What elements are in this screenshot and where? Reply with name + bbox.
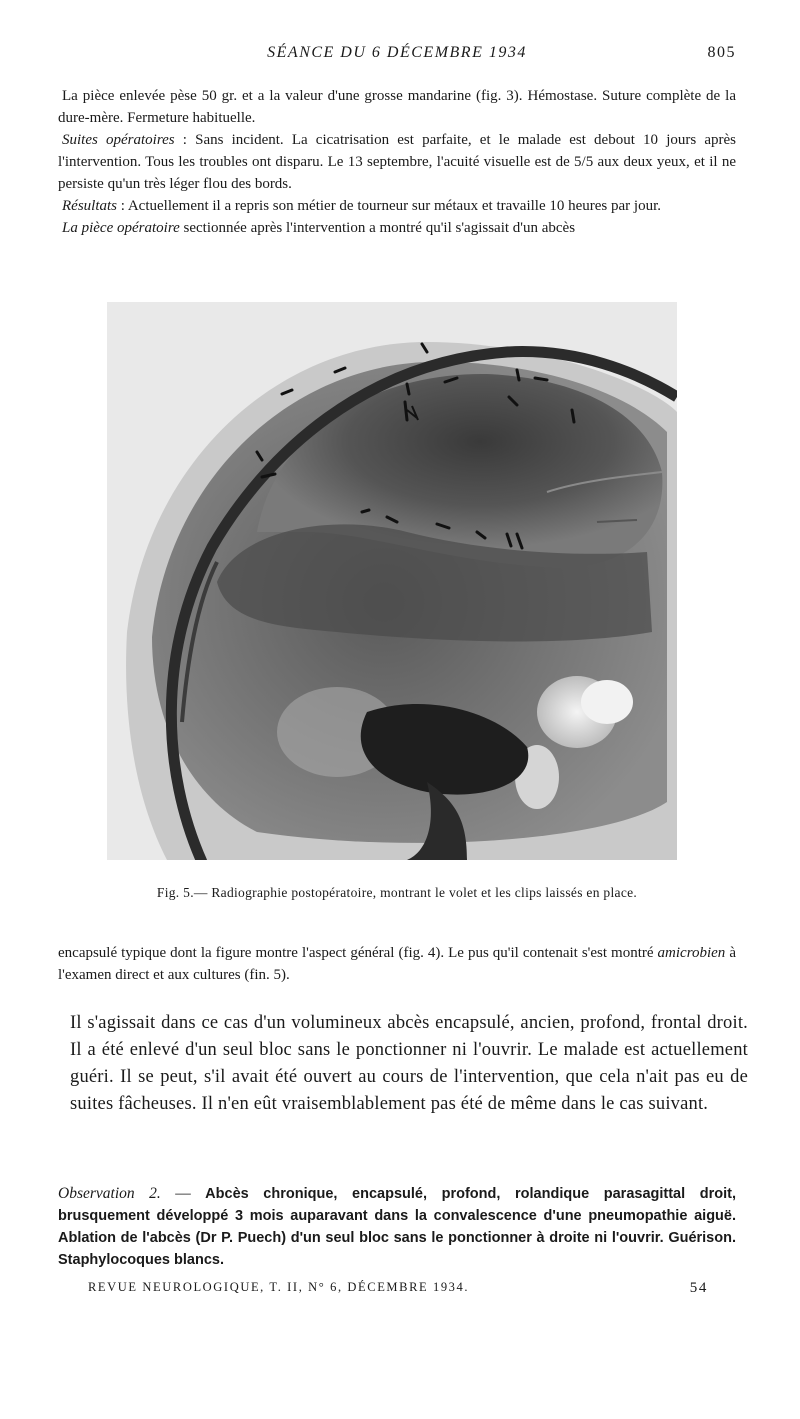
observation-paragraph [58, 1183, 736, 1271]
resultats-text: : Actuellement il a repris son métier de tourneur sur métaux et travaille 10 heures par jour. [117, 198, 661, 214]
intro-paragraphs [58, 85, 736, 239]
continuation-text-a: encapsulé typique dont la figure montre l'aspect général (fig. 4). Le pus qu'il contenait s'est montré [58, 945, 658, 961]
observation-label: Observation 2. [58, 1185, 161, 1202]
suites-label: Suites opératoires [62, 132, 175, 148]
observation-dash: — [160, 1185, 206, 1202]
summary-paragraph [70, 1010, 748, 1118]
page-footer [88, 1280, 708, 1295]
footer-journal: REVUE NEUROLOGIQUE, T. II, N° 6, DÉCEMBRE 1934. [88, 1280, 470, 1294]
summary-text: Il s'agissait dans ce cas d'un volumineux abcès encapsulé, ancien, profond, frontal droit. Il a été enlevé d'un seul bloc sans le ponctionner ni l'ouvrir. Le malade est actuellement guéri. Il se peut, s'il avait été ouvert au cours de l'intervention, que cela n'ait pas eu de suites fâcheuses. Il n'en eût vraisemblablement pas été de même dans le cas suivant. [70, 1013, 748, 1114]
caption-label: Fig. 5.— [156, 885, 212, 900]
continuation-text-b: à l'examen direct et aux cultures (fin. 5). [58, 945, 736, 983]
page-number: 805 [707, 44, 736, 61]
piece-text: sectionnée après l'intervention a montré qu'il s'agissait d'un abcès [179, 220, 576, 236]
suites-text: : Sans incident. La cicatrisation est parfaite, et le malade est debout 10 jours après l'intervention. Tous les troubles ont disparu. Le 13 septembre, l'acuité visuelle est de 5/5 aux deux yeux, et il ne persiste qu'un très léger flou des bords. [58, 132, 737, 192]
piece-label: La pièce opératoire [62, 220, 180, 236]
figure-caption [58, 885, 736, 901]
intro-line1: La pièce enlevée pèse 50 gr. et a la valeur d'une grosse mandarine (fig. 3). Hémostase. Suture complète de la dure-mère. Fermeture habituelle. [58, 88, 736, 126]
running-header [58, 44, 736, 68]
observation-text: Abcès chronique, encapsulé, profond, rolandique parasagittal droit, brusquement développé 3 mois auparavant dans la convalescence d'une pneumopathie aiguë. Ablation de l'abcès (Dr P. Puech) d'un seul bloc sans le ponctionner à droite ni l'ouvrir. Guérison. Staphylocoques blancs. [58, 1186, 737, 1268]
suites-paragraph [58, 129, 736, 195]
resultats-label: Résultats [62, 198, 117, 214]
caption-text: Radiographie postopératoire, montrant le volet et les clips laissés en place. [211, 885, 638, 900]
xray-image [107, 302, 677, 860]
resultats-paragraph [58, 195, 736, 217]
continuation-italic: amicrobien [657, 945, 726, 961]
xray-figure [107, 302, 677, 860]
footer-sheet-number: 54 [689, 1280, 708, 1296]
header-title: SÉANCE DU 6 DÉCEMBRE 1934 [267, 44, 527, 61]
piece-paragraph [58, 217, 736, 239]
continuation-paragraph [58, 942, 736, 986]
